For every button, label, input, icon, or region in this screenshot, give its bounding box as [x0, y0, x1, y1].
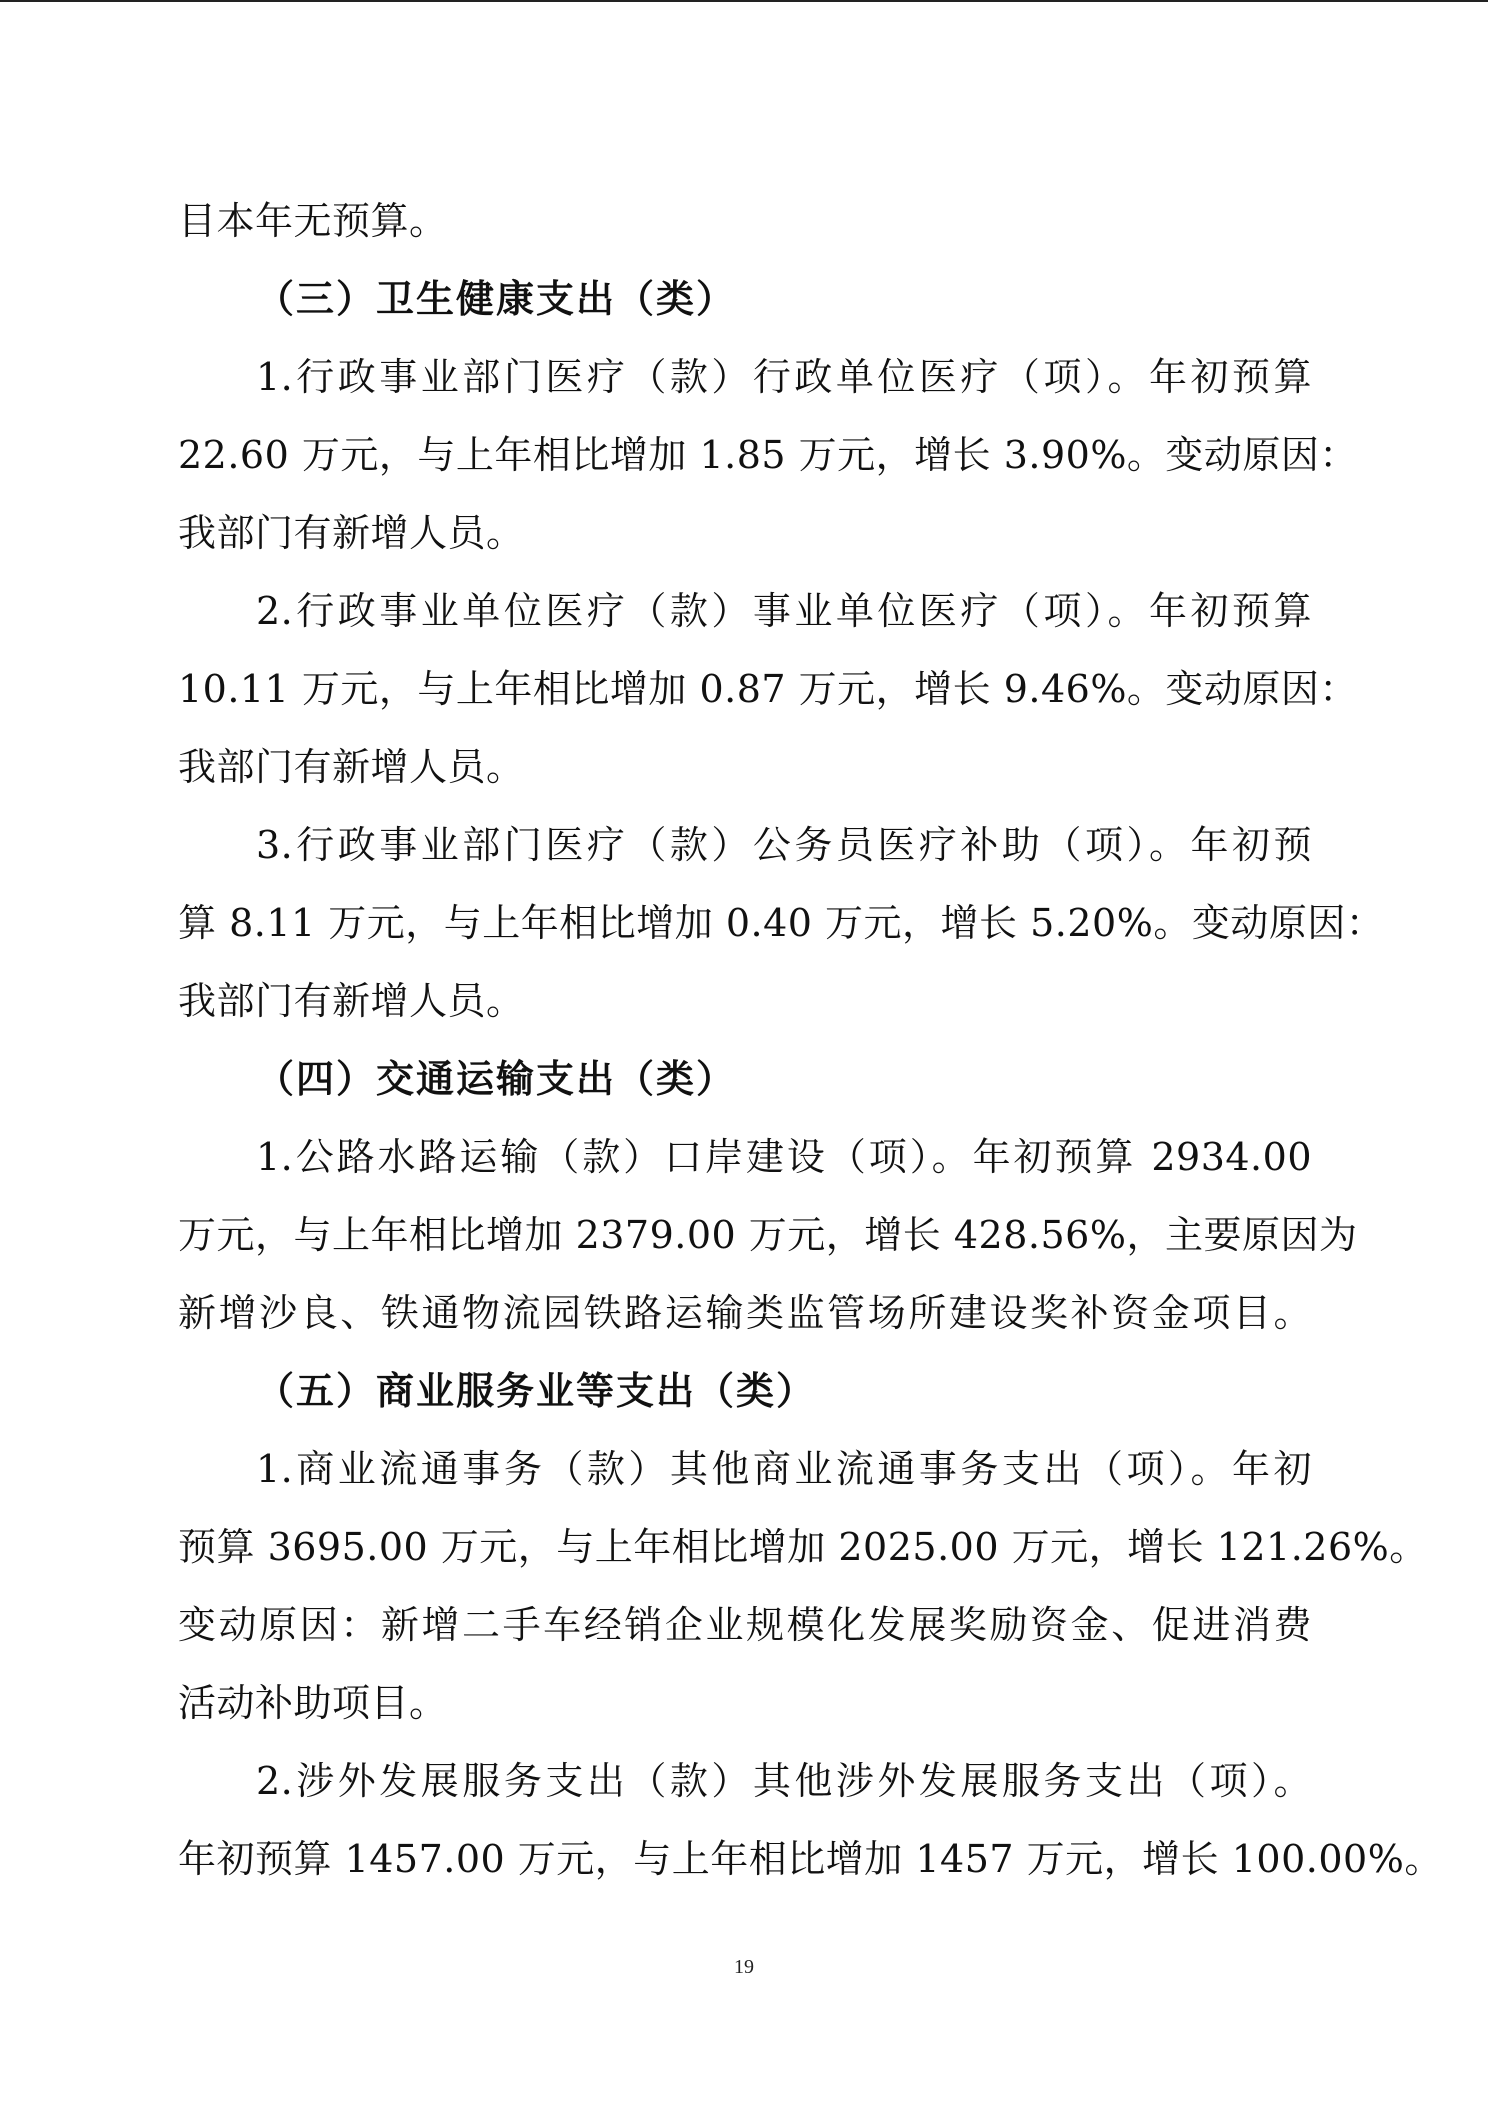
page-number: 19 — [734, 1956, 754, 1978]
paragraph-line: 22.60 万元，与上年相比增加 1.85 万元，增长 3.90%。变动原因： — [178, 433, 1358, 477]
paragraph-line: 我部门有新增人员。 — [178, 745, 525, 789]
paragraph-first-line: 3.行政事业部门医疗（款）公务员医疗补助（项）。年初预 — [256, 823, 1312, 867]
paragraph-line: 新增沙良、铁通物流园铁路运输类监管场所建设奖补资金项目。 — [178, 1291, 1312, 1335]
paragraph-line: 万元，与上年相比增加 2379.00 万元，增长 428.56%，主要原因为 — [178, 1213, 1358, 1257]
paragraph-first-line: 2.行政事业单位医疗（款）事业单位医疗（项）。年初预算 — [256, 589, 1312, 633]
paragraph-line: 算 8.11 万元，与上年相比增加 0.40 万元，增长 5.20%。变动原因： — [178, 901, 1385, 945]
paragraph-line: 变动原因：新增二手车经销企业规模化发展奖励资金、促进消费 — [178, 1603, 1312, 1647]
paragraph-line: 我部门有新增人员。 — [178, 979, 525, 1023]
paragraph-first-line: 1.公路水路运输（款）口岸建设（项）。年初预算 2934.00 — [256, 1135, 1312, 1179]
document-body — [178, 182, 1443, 1898]
section-heading: （五）商业服务业等支出（类） — [256, 1369, 817, 1413]
section-heading: （三）卫生健康支出（类） — [256, 277, 737, 321]
section-heading: （四）交通运输支出（类） — [256, 1057, 737, 1101]
paragraph-line: 预算 3695.00 万元，与上年相比增加 2025.00 万元，增长 121.26%。 — [178, 1525, 1428, 1569]
paragraph-line: 目本年无预算。 — [178, 199, 448, 243]
paragraph-line: 活动补助项目。 — [178, 1681, 448, 1725]
paragraph-first-line: 1.行政事业部门医疗（款）行政单位医疗（项）。年初预算 — [256, 355, 1312, 399]
paragraph-first-line: 2.涉外发展服务支出（款）其他涉外发展服务支出（项）。 — [256, 1759, 1312, 1803]
top-border-line — [0, 0, 1488, 2]
paragraph-line: 年初预算 1457.00 万元，与上年相比增加 1457 万元，增长 100.00%。 — [178, 1837, 1443, 1881]
paragraph-line: 我部门有新增人员。 — [178, 511, 525, 555]
paragraph-first-line: 1.商业流通事务（款）其他商业流通事务支出（项）。年初 — [256, 1447, 1312, 1491]
paragraph-line: 10.11 万元，与上年相比增加 0.87 万元，增长 9.46%。变动原因： — [178, 667, 1358, 711]
